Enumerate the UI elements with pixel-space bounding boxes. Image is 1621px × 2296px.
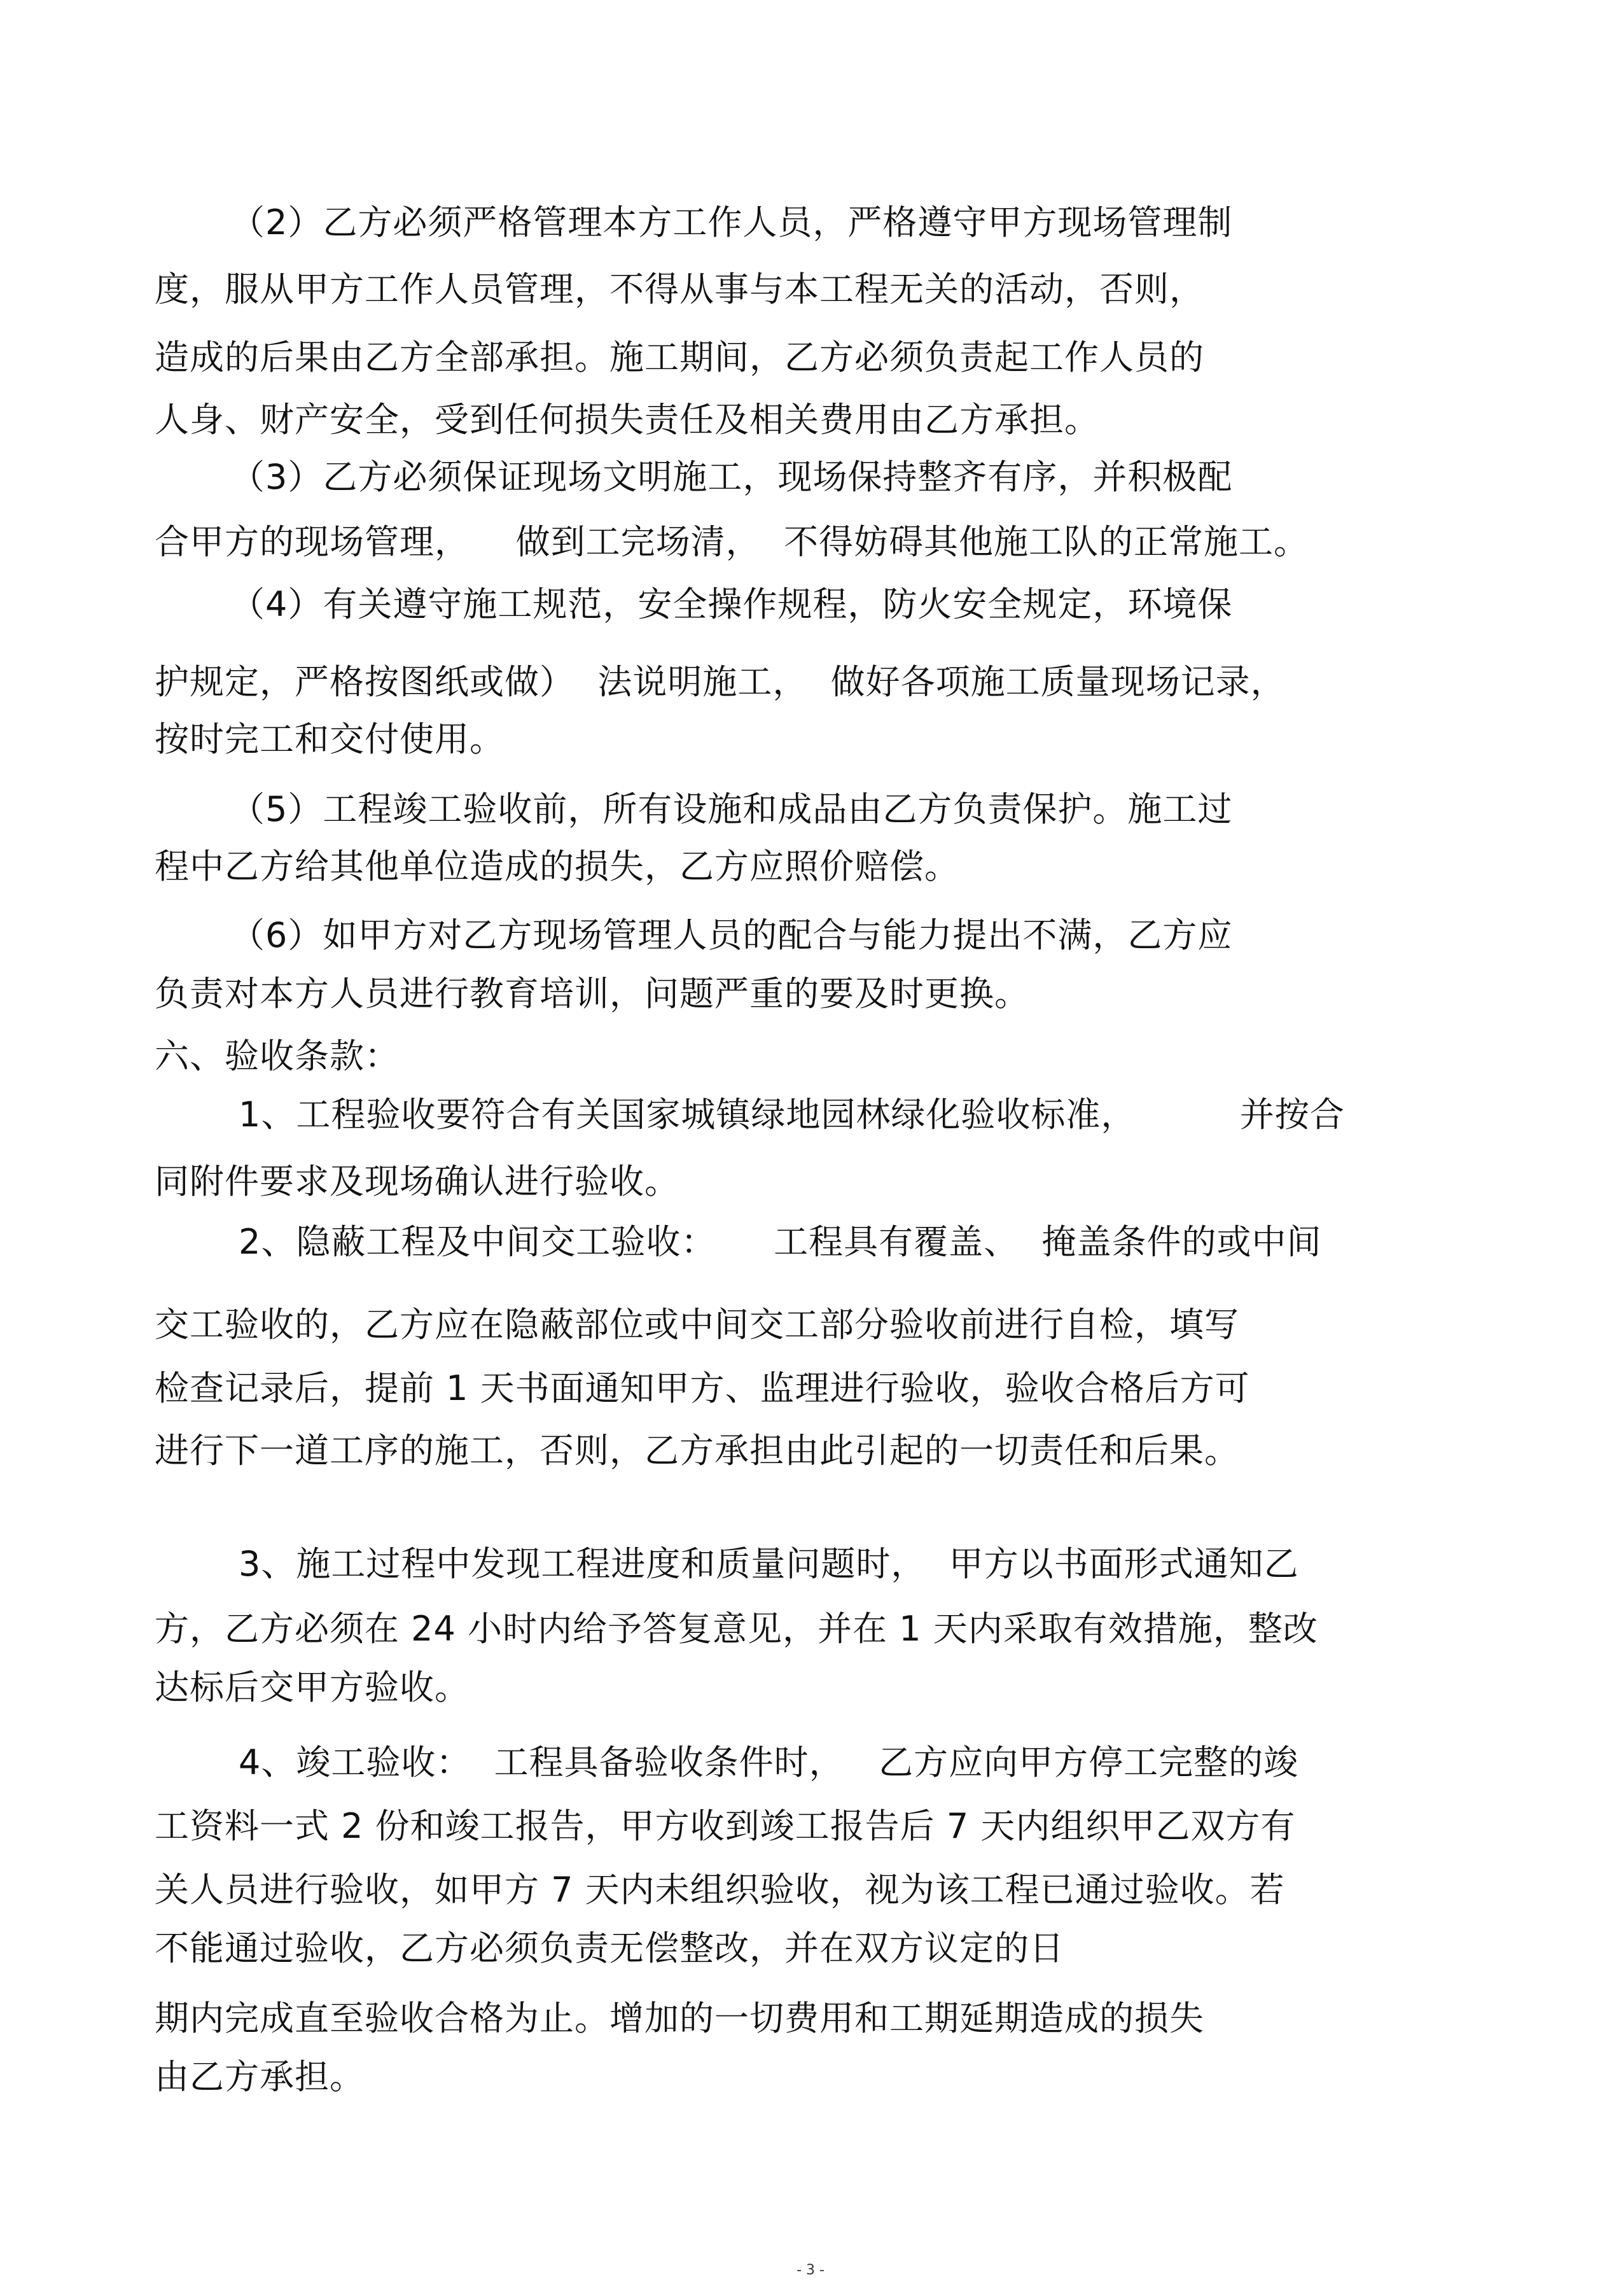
text-line: 合甲方的现场管理， 做到工完场清， 不得妨碍其他施工队的正常施工。 <box>155 522 1309 562</box>
page-number: - 3 - <box>797 2262 824 2278</box>
text-line: 4、竣工验收： 工程具备验收条件时， 乙方应向甲方停工完整的竣 <box>239 1742 1299 1782</box>
text-line: 1、工程验收要符合有关国家城镇绿地园林绿化验收标准， 并按合 <box>239 1095 1345 1135</box>
text-line: 护规定，严格按图纸或做） 法说明施工， 做好各项施工质量现场记录， <box>155 662 1286 702</box>
text-line: 方，乙方必须在 24 小时内给予答复意见，并在 1 天内采取有效措施，整改 <box>155 1609 1318 1649</box>
text-line: 工资料一式 2 份和竣工报告，甲方收到竣工报告后 7 天内组织甲乙双方有 <box>155 1806 1296 1846</box>
text-line: （3）乙方必须保证现场文明施工，现场保持整齐有序，并积极配 <box>230 457 1233 497</box>
text-line: （6）如甲方对乙方现场管理人员的配合与能力提出不满，乙方应 <box>230 915 1233 955</box>
text-line: （5）工程竣工验收前，所有设施和成品由乙方负责保护。施工过 <box>230 789 1233 829</box>
text-line: 期内完成直至验收合格为止。增加的一切费用和工期延期造成的损失 <box>155 1998 1204 2038</box>
text-line: 按时完工和交付使用。 <box>155 719 504 759</box>
text-line: 人身、财产安全，受到任何损失责任及相关费用由乙方承担。 <box>155 400 1099 440</box>
text-line: 不能通过验收，乙方必须负责无偿整改，并在双方议定的日 <box>155 1928 1064 1968</box>
text-line: 度，服从甲方工作人员管理，不得从事与本工程无关的活动，否则， <box>155 269 1204 309</box>
text-line: 达标后交甲方验收。 <box>155 1667 470 1707</box>
text-line: 进行下一道工序的施工，否则，乙方承担由此引起的一切责任和后果。 <box>155 1431 1239 1471</box>
text-line: 关人员进行验收，如甲方 7 天内未组织验收，视为该工程已通过验收。若 <box>155 1870 1285 1910</box>
text-line: （2）乙方必须严格管理本方工作人员，严格遵守甲方现场管理制 <box>230 202 1233 242</box>
section-heading: 六、验收条款： <box>155 1036 400 1076</box>
text-line: 同附件要求及现场确认进行验收。 <box>155 1161 679 1201</box>
text-line: 3、施工过程中发现工程进度和质量问题时， 甲方以书面形式通知乙 <box>239 1544 1299 1584</box>
text-line: 2、隐蔽工程及中间交工验收： 工程具有覆盖、 掩盖条件的或中间 <box>239 1222 1322 1262</box>
text-line: 造成的后果由乙方全部承担。施工期间，乙方必须负责起工作人员的 <box>155 337 1204 377</box>
text-line: 负责对本方人员进行教育培训，问题严重的要及时更换。 <box>155 974 1029 1014</box>
text-line: 程中乙方给其他单位造成的损失，乙方应照价赔偿。 <box>155 846 959 886</box>
text-line: 交工验收的，乙方应在隐蔽部位或中间交工部分验收前进行自检，填写 <box>155 1305 1239 1345</box>
text-line: 由乙方承担。 <box>155 2057 365 2097</box>
text-line: 检查记录后，提前 1 天书面通知甲方、监理进行验收，验收合格后方可 <box>155 1368 1250 1408</box>
text-line: （4）有关遵守施工规范，安全操作规程，防火安全规定，环境保 <box>230 584 1233 624</box>
